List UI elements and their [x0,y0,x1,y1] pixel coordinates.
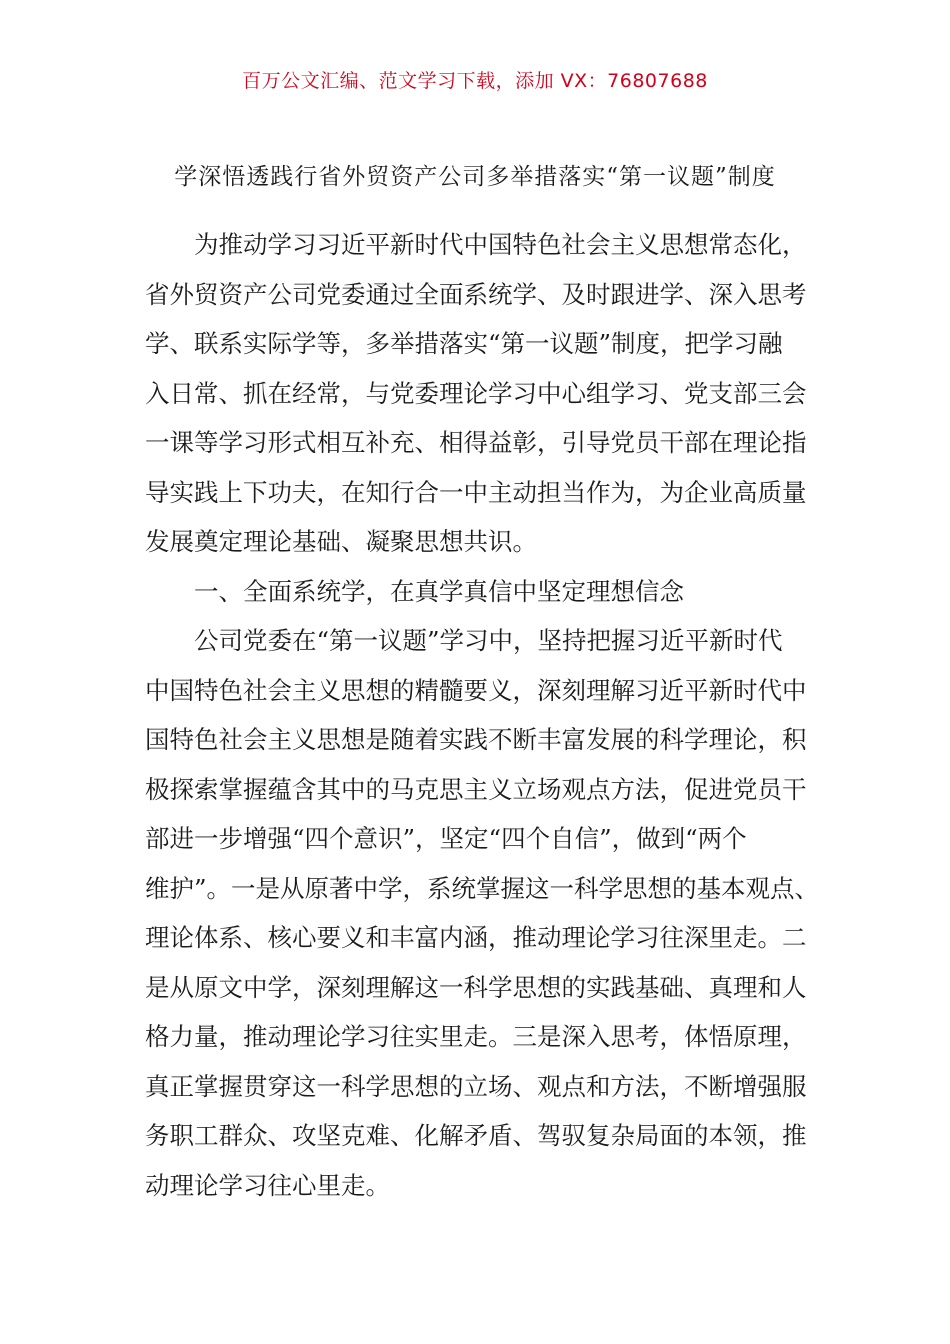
paragraph-line: 国特色社会主义思想是随着实践不断丰富发展的科学理论，积 [145,725,807,754]
document-body [145,220,820,1210]
paragraph-1 [145,220,817,567]
paragraph-2 [145,616,820,1210]
paragraph-line: 省外贸资产公司党委通过全面系统学、及时跟进学、深入思考 [145,279,807,309]
paragraph-line: 真正掌握贯穿这一科学思想的立场、观点和方法，不断增强服 [145,1071,807,1101]
document-title: 学深悟透践行省外贸资产公司多举措落实“第一议题”制度 [174,164,776,190]
paragraph-line: 部进一步增强“四个意识”，坚定“四个自信”，做到“两个 [145,824,747,853]
paragraph-line: 动理论学习往心里走。 [145,1170,390,1200]
watermark-header: 百万公文汇编、范文学习下载，添加 VX：76807688 [242,70,708,92]
paragraph-line: 公司党委在“第一议题”学习中，坚持把握习近平新时代 [194,626,783,655]
paragraph-line: 入日常、抓在经常，与党委理论学习中心组学习、党支部三会 [145,378,807,408]
paragraph-line: 务职工群众、攻坚克难、化解矛盾、驾驭复杂局面的本领，推 [145,1121,807,1150]
paragraph-line: 极探索掌握蕴含其中的马克思主义立场观点方法，促进党员干 [145,774,807,804]
paragraph-line: 导实践上下功夫，在知行合一中主动担当作为，为企业高质量 [145,477,807,507]
paragraph-line: 格力量，推动理论学习往实里走。三是深入思考，体悟原理， [145,1022,807,1051]
paragraph-line: 中国特色社会主义思想的精髓要义，深刻理解习近平新时代中 [145,675,807,705]
paragraph-line: 是从原文中学，深刻理解这一科学思想的实践基础、真理和人 [145,972,807,1002]
paragraph-line: 发展奠定理论基础、凝聚思想共识。 [145,527,537,556]
paragraph-line: 一课等学习形式相互补充、相得益彰，引导党员干部在理论指 [145,428,807,457]
section-heading: 一、全面系统学，在真学真信中坚定理想信念 [194,576,684,606]
paragraph-line: 理论体系、核心要义和丰富内涵，推动理论学习往深里走。二 [145,923,807,952]
paragraph-line: 维护”。一是从原著中学，系统掌握这一科学思想的基本观点、 [145,873,820,903]
paragraph-line: 为推动学习习近平新时代中国特色社会主义思想常态化， [194,230,807,259]
paragraph-line: 学、联系实际学等，多举措落实“第一议题”制度，把学习融 [145,329,783,358]
